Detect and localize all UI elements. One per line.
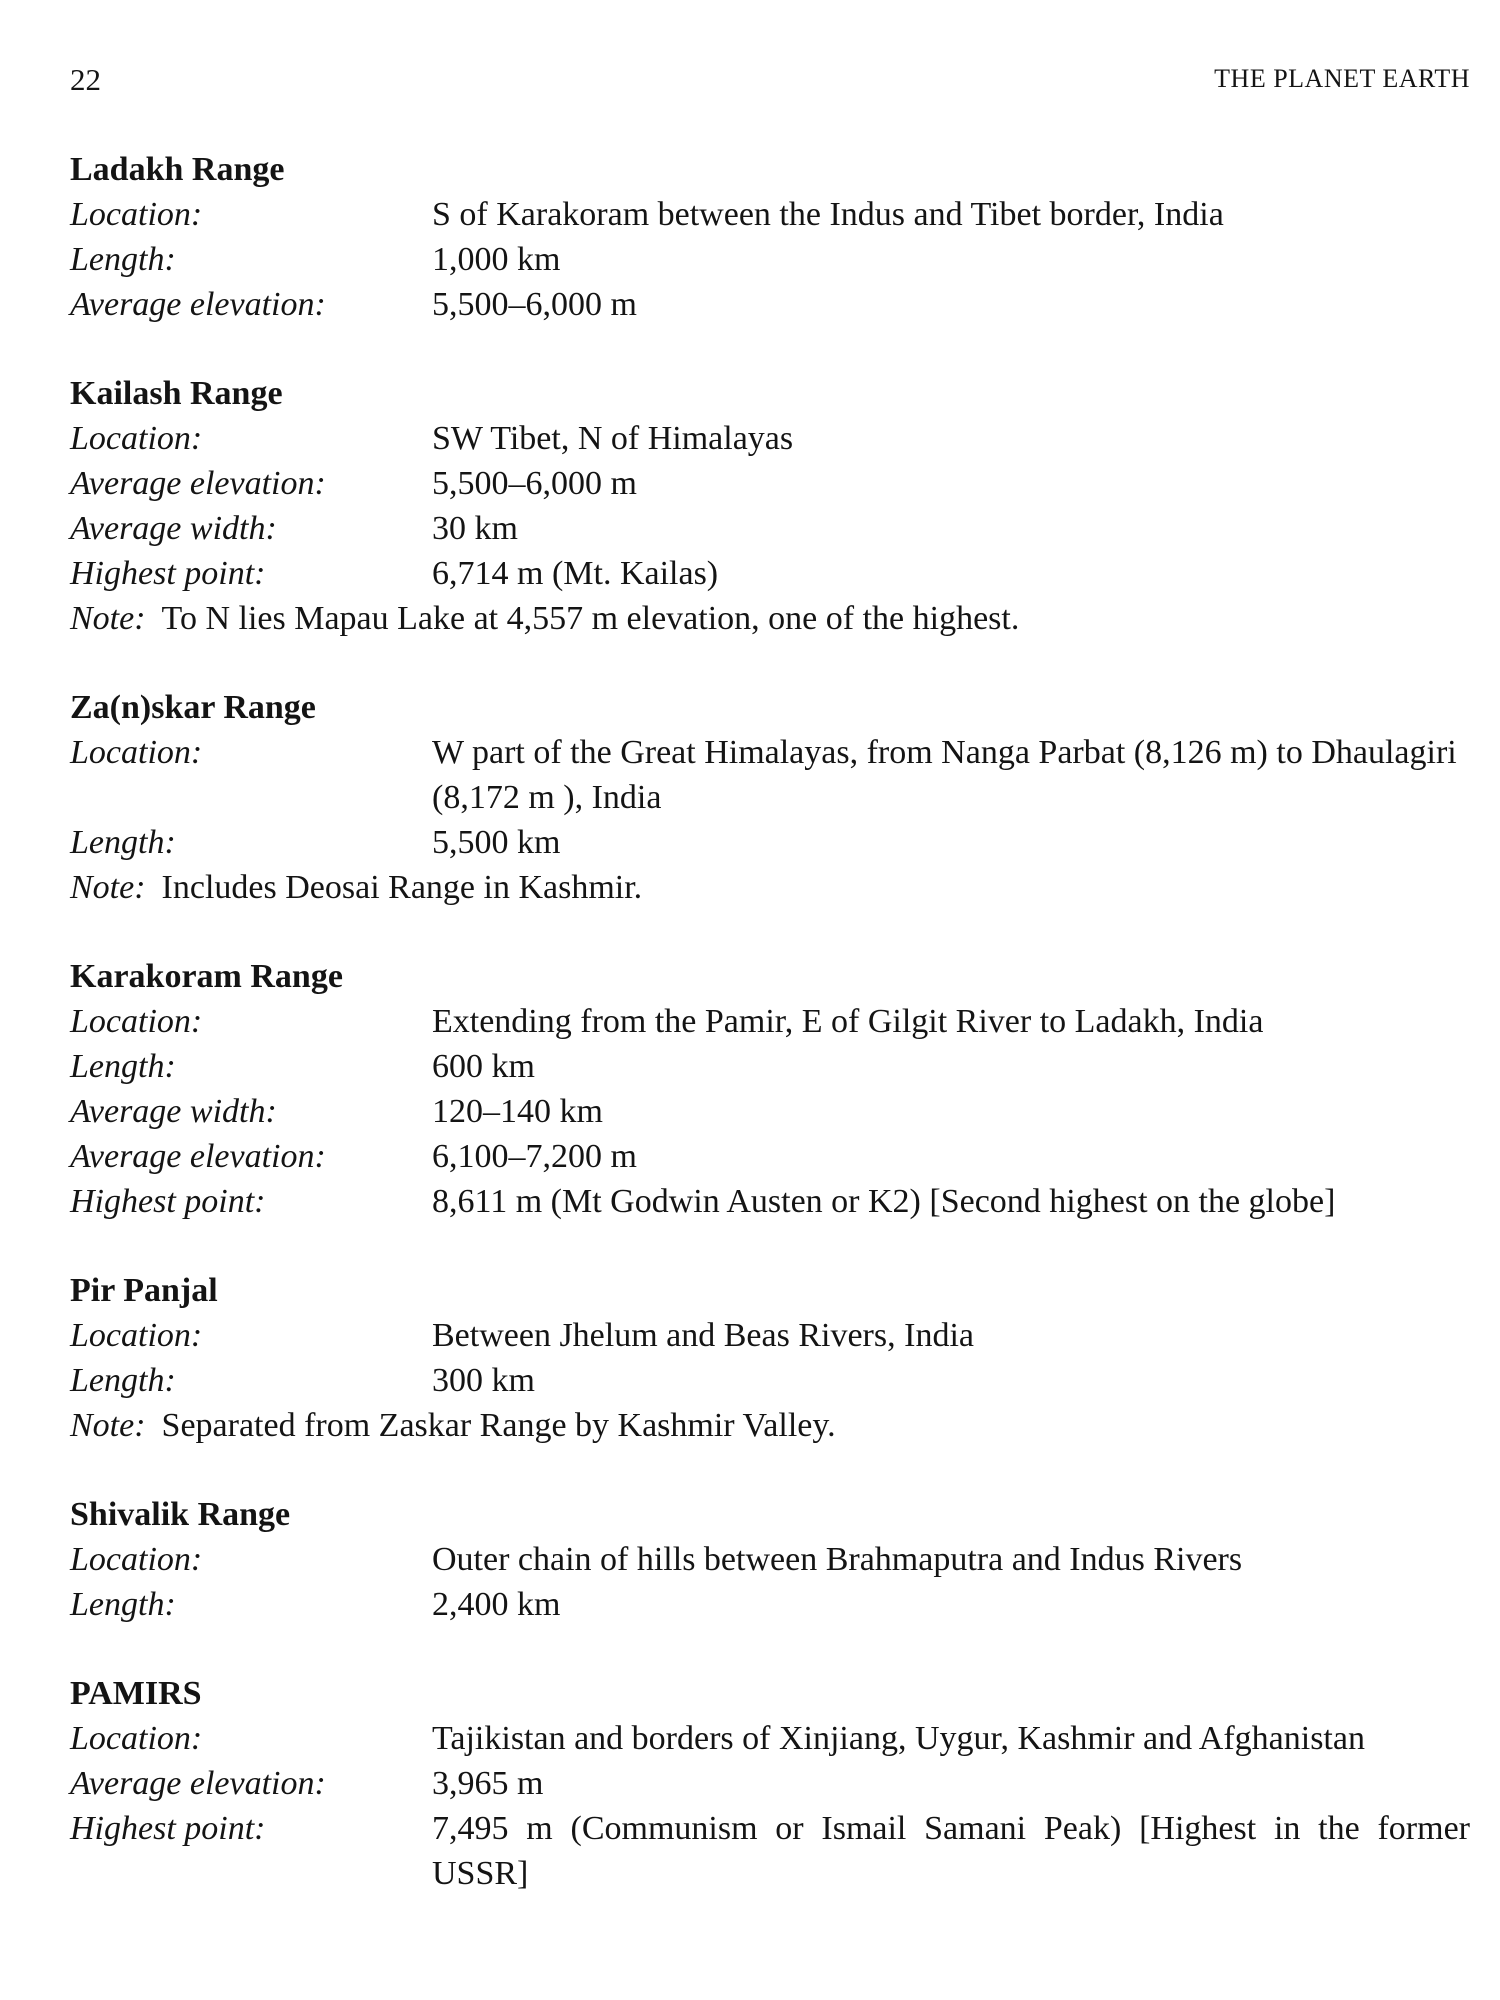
field-label: Average elevation:	[70, 1765, 326, 1802]
note-label: Note:	[70, 1407, 146, 1444]
field-value: Outer chain of hills between Brahmaputra and Indus Rivers	[432, 1541, 1243, 1578]
field-row	[70, 551, 1470, 596]
section-ladakh-range	[70, 147, 1470, 327]
field-value: 600 km	[432, 1048, 535, 1085]
field-row	[70, 999, 1470, 1044]
field-value: 30 km	[432, 510, 518, 547]
field-value: Between Jhelum and Beas Rivers, India	[432, 1317, 974, 1354]
field-value: 300 km	[432, 1362, 535, 1399]
field-row	[70, 1806, 1470, 1896]
section-pamirs	[70, 1671, 1470, 1896]
field-row	[70, 1313, 1470, 1358]
field-row	[70, 1716, 1470, 1761]
field-label: Location:	[70, 1317, 203, 1354]
field-label: Length:	[70, 824, 176, 861]
field-value: Extending from the Pamir, E of Gilgit River to Ladakh, India	[432, 1003, 1264, 1040]
field-value: 1,000 km	[432, 241, 561, 278]
note-text: Separated from Zaskar Range by Kashmir Valley.	[161, 1407, 836, 1444]
note	[70, 596, 1470, 641]
field-label: Location:	[70, 734, 203, 771]
field-label: Length:	[70, 1362, 176, 1399]
field-row	[70, 1358, 1470, 1403]
field-value: S of Karakoram between the Indus and Tibet border, India	[432, 196, 1224, 233]
note	[70, 1403, 1470, 1448]
field-value: 5,500–6,000 m	[432, 286, 637, 323]
field-row	[70, 237, 1470, 282]
section-title: Shivalik Range	[70, 1496, 291, 1533]
note-label: Note:	[70, 869, 146, 906]
section-kailash-range	[70, 371, 1470, 641]
note-label: Note:	[70, 600, 146, 637]
field-row	[70, 506, 1470, 551]
field-row	[70, 1179, 1470, 1224]
section-title: PAMIRS	[70, 1675, 202, 1712]
section-title: Ladakh Range	[70, 151, 285, 188]
field-row	[70, 730, 1470, 820]
section-pir-panjal	[70, 1268, 1470, 1448]
page-content	[70, 147, 1470, 1940]
field-row	[70, 1134, 1470, 1179]
field-row	[70, 1044, 1470, 1089]
field-value: 120–140 km	[432, 1093, 603, 1130]
field-value: 7,495 m (Communism or Ismail Samani Peak) [Highest in the former USSR]	[432, 1810, 1470, 1892]
field-value: 5,500–6,000 m	[432, 465, 637, 502]
field-row	[70, 1582, 1470, 1627]
section-title: Pir Panjal	[70, 1272, 218, 1309]
section-shivalik-range	[70, 1492, 1470, 1627]
section-title: Za(n)skar Range	[70, 689, 316, 726]
field-value: Tajikistan and borders of Xinjiang, Uygur, Kashmir and Afghanistan	[432, 1720, 1365, 1757]
field-label: Length:	[70, 241, 176, 278]
field-value: 2,400 km	[432, 1586, 561, 1623]
field-row	[70, 461, 1470, 506]
field-label: Highest point:	[70, 1810, 266, 1847]
field-row	[70, 1537, 1470, 1582]
field-label: Average elevation:	[70, 286, 326, 323]
page-number: 22	[70, 62, 101, 97]
field-label: Location:	[70, 1003, 203, 1040]
field-value: 8,611 m (Mt Godwin Austen or K2) [Second highest on the globe]	[432, 1183, 1336, 1220]
field-label: Average elevation:	[70, 465, 326, 502]
field-row	[70, 820, 1470, 865]
field-label: Location:	[70, 196, 203, 233]
field-row	[70, 1761, 1470, 1806]
field-value: 6,100–7,200 m	[432, 1138, 637, 1175]
field-label: Average width:	[70, 510, 277, 547]
field-value: W part of the Great Himalayas, from Nanga Parbat (8,126 m) to Dhaulagiri (8,172 m ), India	[432, 734, 1457, 816]
note-text: To N lies Mapau Lake at 4,557 m elevation, one of the highest.	[161, 600, 1020, 637]
field-label: Highest point:	[70, 1183, 266, 1220]
field-label: Location:	[70, 1720, 203, 1757]
field-label: Average elevation:	[70, 1138, 326, 1175]
section-zanskar-range	[70, 685, 1470, 910]
field-row	[70, 1089, 1470, 1134]
field-label: Location:	[70, 1541, 203, 1578]
field-label: Location:	[70, 420, 203, 457]
section-title: Kailash Range	[70, 375, 283, 412]
field-label: Length:	[70, 1586, 176, 1623]
note-text: Includes Deosai Range in Kashmir.	[161, 869, 643, 906]
note	[70, 865, 1470, 910]
field-value: 6,714 m (Mt. Kailas)	[432, 555, 719, 592]
field-label: Highest point:	[70, 555, 266, 592]
running-head: THE PLANET EARTH	[1214, 64, 1470, 93]
field-row	[70, 416, 1470, 461]
field-label: Length:	[70, 1048, 176, 1085]
field-value: 3,965 m	[432, 1765, 544, 1802]
field-value: 5,500 km	[432, 824, 561, 861]
section-karakoram-range	[70, 954, 1470, 1224]
field-row	[70, 282, 1470, 327]
section-title: Karakoram Range	[70, 958, 343, 995]
field-value: SW Tibet, N of Himalayas	[432, 420, 794, 457]
field-label: Average width:	[70, 1093, 277, 1130]
field-row	[70, 192, 1470, 237]
